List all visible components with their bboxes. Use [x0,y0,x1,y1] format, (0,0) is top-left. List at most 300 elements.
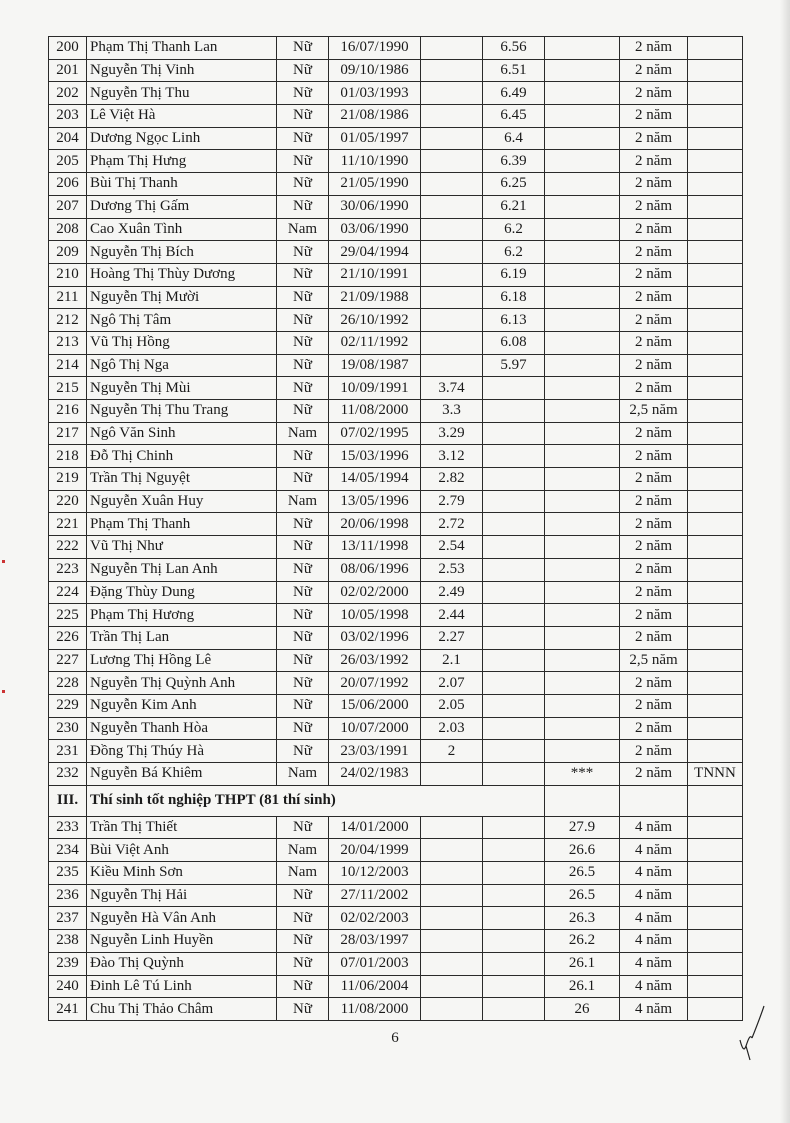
training-duration-cell: 2 năm [620,241,688,264]
note-cell [688,173,743,196]
candidate-sex-cell: Nữ [277,975,329,998]
training-duration-cell: 2 năm [620,763,688,786]
row-number-cell: 223 [49,558,87,581]
note-cell [688,354,743,377]
table-row [49,740,743,763]
note-cell [688,37,743,60]
score-a-cell: 2.79 [421,490,483,513]
candidate-sex-cell: Nữ [277,173,329,196]
birth-date-cell: 03/06/1990 [329,218,421,241]
score-a-cell [421,218,483,241]
score-b-cell [483,445,545,468]
table-row [49,445,743,468]
candidate-sex-cell: Nữ [277,952,329,975]
note-cell [688,975,743,998]
training-duration-cell: 2 năm [620,490,688,513]
candidate-sex-cell: Nữ [277,998,329,1021]
table-row [49,604,743,627]
birth-date-cell: 09/10/1986 [329,59,421,82]
score-a-cell [421,150,483,173]
note-cell [688,816,743,839]
row-number-cell: 222 [49,536,87,559]
score-b-cell [483,839,545,862]
candidate-sex-cell: Nữ [277,884,329,907]
score-a-cell [421,839,483,862]
score-a-cell [421,286,483,309]
note-cell [688,694,743,717]
score-a-cell: 2.72 [421,513,483,536]
candidate-name-cell: Dương Ngọc Linh [87,127,277,150]
score-c-cell [545,354,620,377]
birth-date-cell: 21/08/1986 [329,105,421,128]
row-number-cell: 224 [49,581,87,604]
score-a-cell: 2.44 [421,604,483,627]
birth-date-cell: 07/02/1995 [329,422,421,445]
score-a-cell [421,952,483,975]
candidate-sex-cell: Nữ [277,263,329,286]
row-number-cell: 228 [49,672,87,695]
row-number-cell: 233 [49,816,87,839]
candidate-name-cell: Nguyễn Kim Anh [87,694,277,717]
training-duration-cell: 2 năm [620,105,688,128]
score-b-cell [483,377,545,400]
table-row [49,558,743,581]
birth-date-cell: 20/06/1998 [329,513,421,536]
row-number-cell: 213 [49,331,87,354]
score-c-cell [545,195,620,218]
birth-date-cell: 11/06/2004 [329,975,421,998]
section-header [49,785,743,816]
birth-date-cell: 01/03/1993 [329,82,421,105]
row-number-cell: 211 [49,286,87,309]
score-a-cell [421,59,483,82]
table-row [49,649,743,672]
note-cell [688,377,743,400]
row-number-cell: 215 [49,377,87,400]
birth-date-cell: 10/09/1991 [329,377,421,400]
note-cell [688,649,743,672]
row-number-cell: 235 [49,862,87,885]
candidate-name-cell: Phạm Thị Hương [87,604,277,627]
candidate-sex-cell: Nữ [277,672,329,695]
birth-date-cell: 11/08/2000 [329,998,421,1021]
note-cell [688,513,743,536]
table-row [49,218,743,241]
score-a-cell: 2.27 [421,626,483,649]
score-b-cell [483,649,545,672]
candidate-sex-cell: Nữ [277,445,329,468]
training-duration-cell: 2 năm [620,82,688,105]
score-c-cell [545,173,620,196]
score-c-cell [545,604,620,627]
score-b-cell: 6.2 [483,218,545,241]
score-c-cell: 26.1 [545,975,620,998]
note-cell [688,286,743,309]
note-cell [688,839,743,862]
note-cell [688,82,743,105]
table-row [49,952,743,975]
birth-date-cell: 11/08/2000 [329,400,421,423]
candidate-name-cell: Nguyễn Thị Hải [87,884,277,907]
candidate-name-cell: Dương Thị Gấm [87,195,277,218]
training-duration-cell: 2 năm [620,536,688,559]
score-a-cell [421,998,483,1021]
candidate-sex-cell: Nữ [277,354,329,377]
note-cell [688,195,743,218]
birth-date-cell: 26/10/1992 [329,309,421,332]
table-row [49,400,743,423]
score-c-cell [545,82,620,105]
candidate-sex-cell: Nữ [277,581,329,604]
score-c-cell [545,649,620,672]
score-c-cell [545,740,620,763]
table-cell [620,785,688,816]
training-duration-cell: 4 năm [620,884,688,907]
candidate-name-cell: Đào Thị Quỳnh [87,952,277,975]
birth-date-cell: 14/01/2000 [329,816,421,839]
score-a-cell [421,37,483,60]
candidate-sex-cell: Nữ [277,536,329,559]
score-b-cell: 6.39 [483,150,545,173]
score-a-cell [421,127,483,150]
training-duration-cell: 2 năm [620,354,688,377]
birth-date-cell: 03/02/1996 [329,626,421,649]
note-cell [688,331,743,354]
note-cell [688,952,743,975]
table-row [49,975,743,998]
note-cell [688,105,743,128]
score-b-cell: 6.51 [483,59,545,82]
score-c-cell [545,331,620,354]
score-c-cell [545,127,620,150]
table-row [49,717,743,740]
table-row [49,82,743,105]
candidate-sex-cell: Nữ [277,105,329,128]
candidate-name-cell: Trần Thị Lan [87,626,277,649]
candidate-sex-cell: Nữ [277,331,329,354]
score-c-cell: 26.2 [545,930,620,953]
training-duration-cell: 2 năm [620,127,688,150]
table-row [49,331,743,354]
training-duration-cell: 2 năm [620,581,688,604]
candidate-name-cell: Phạm Thị Thanh Lan [87,37,277,60]
candidate-name-cell: Kiều Minh Sơn [87,862,277,885]
candidate-sex-cell: Nữ [277,930,329,953]
table-row [49,626,743,649]
score-a-cell [421,241,483,264]
candidate-name-cell: Trần Thị Nguyệt [87,468,277,491]
score-c-cell [545,377,620,400]
score-c-cell [545,626,620,649]
candidate-sex-cell: Nữ [277,740,329,763]
score-a-cell: 2.54 [421,536,483,559]
training-duration-cell: 2,5 năm [620,649,688,672]
score-a-cell: 2.53 [421,558,483,581]
birth-date-cell: 19/08/1987 [329,354,421,377]
row-number-cell: 203 [49,105,87,128]
table-cell [688,785,743,816]
row-number-cell: 240 [49,975,87,998]
score-b-cell [483,694,545,717]
training-duration-cell: 4 năm [620,952,688,975]
training-duration-cell: 2 năm [620,331,688,354]
score-c-cell [545,263,620,286]
score-c-cell [545,400,620,423]
training-duration-cell: 4 năm [620,816,688,839]
birth-date-cell: 21/05/1990 [329,173,421,196]
table-row [49,105,743,128]
table-row [49,354,743,377]
score-b-cell [483,558,545,581]
note-cell [688,400,743,423]
row-number-cell: 216 [49,400,87,423]
training-duration-cell: 2 năm [620,263,688,286]
training-duration-cell: 4 năm [620,907,688,930]
score-a-cell [421,331,483,354]
score-a-cell [421,82,483,105]
training-duration-cell: 2 năm [620,37,688,60]
score-c-cell [545,672,620,695]
candidate-name-cell: Nguyễn Linh Huyền [87,930,277,953]
candidate-sex-cell: Nam [277,763,329,786]
note-cell [688,998,743,1021]
birth-date-cell: 20/04/1999 [329,839,421,862]
birth-date-cell: 07/01/2003 [329,952,421,975]
candidate-sex-cell: Nữ [277,816,329,839]
note-cell [688,907,743,930]
score-c-cell [545,536,620,559]
score-b-cell: 6.25 [483,173,545,196]
candidate-sex-cell: Nam [277,490,329,513]
candidate-name-cell: Phạm Thị Hưng [87,150,277,173]
birth-date-cell: 10/12/2003 [329,862,421,885]
candidate-sex-cell: Nữ [277,377,329,400]
row-number-cell: 210 [49,263,87,286]
birth-date-cell: 14/05/1994 [329,468,421,491]
score-c-cell [545,286,620,309]
candidate-name-cell: Cao Xuân Tình [87,218,277,241]
candidate-name-cell: Trần Thị Thiết [87,816,277,839]
note-cell [688,717,743,740]
row-number-cell: 204 [49,127,87,150]
candidate-sex-cell: Nữ [277,150,329,173]
table-row [49,581,743,604]
row-number-cell: 236 [49,884,87,907]
score-a-cell: 3.12 [421,445,483,468]
table-row [49,694,743,717]
score-c-cell [545,37,620,60]
candidate-name-cell: Đặng Thùy Dung [87,581,277,604]
score-a-cell: 3.3 [421,400,483,423]
table-row [49,195,743,218]
note-cell [688,150,743,173]
table-row [49,490,743,513]
note-cell [688,604,743,627]
note-cell [688,127,743,150]
row-number-cell: 230 [49,717,87,740]
training-duration-cell: 4 năm [620,862,688,885]
row-number-cell: 202 [49,82,87,105]
row-number-cell: 225 [49,604,87,627]
score-a-cell: 2.05 [421,694,483,717]
candidate-table [48,36,743,1021]
row-number-cell: 208 [49,218,87,241]
score-b-cell [483,626,545,649]
candidate-name-cell: Lê Việt Hà [87,105,277,128]
score-b-cell [483,672,545,695]
score-a-cell: 2.1 [421,649,483,672]
score-b-cell [483,536,545,559]
table-row [49,536,743,559]
candidate-sex-cell: Nữ [277,907,329,930]
candidate-name-cell: Nguyễn Xuân Huy [87,490,277,513]
score-a-cell [421,884,483,907]
candidate-name-cell: Hoàng Thị Thùy Dương [87,263,277,286]
score-b-cell [483,490,545,513]
candidate-name-cell: Nguyễn Thị Bích [87,241,277,264]
table-row [49,907,743,930]
row-number-cell: 239 [49,952,87,975]
table-row [49,816,743,839]
score-a-cell: 2.82 [421,468,483,491]
birth-date-cell: 02/11/1992 [329,331,421,354]
table-row [49,309,743,332]
score-c-cell [545,468,620,491]
score-a-cell [421,173,483,196]
table-row [49,468,743,491]
score-b-cell [483,581,545,604]
candidate-sex-cell: Nam [277,862,329,885]
table-row [49,763,743,786]
row-number-cell: 229 [49,694,87,717]
table-row [49,377,743,400]
score-b-cell [483,998,545,1021]
score-b-cell [483,930,545,953]
table-row [49,241,743,264]
table-row [49,150,743,173]
birth-date-cell: 15/03/1996 [329,445,421,468]
score-a-cell: 2 [421,740,483,763]
note-cell [688,309,743,332]
section-roman: III. [49,785,87,816]
score-b-cell: 6.21 [483,195,545,218]
score-c-cell: 26.5 [545,862,620,885]
score-c-cell: 26.3 [545,907,620,930]
candidate-name-cell: Phạm Thị Thanh [87,513,277,536]
row-number-cell: 214 [49,354,87,377]
margin-speck [2,560,5,563]
row-number-cell: 219 [49,468,87,491]
candidate-sex-cell: Nữ [277,195,329,218]
score-a-cell [421,930,483,953]
birth-date-cell: 26/03/1992 [329,649,421,672]
candidate-sex-cell: Nữ [277,513,329,536]
score-a-cell: 3.74 [421,377,483,400]
row-number-cell: 217 [49,422,87,445]
score-c-cell [545,558,620,581]
table-row [49,59,743,82]
table-row [49,173,743,196]
score-c-cell [545,422,620,445]
training-duration-cell: 2 năm [620,309,688,332]
table-cell [545,785,620,816]
note-cell [688,862,743,885]
birth-date-cell: 15/06/2000 [329,694,421,717]
row-number-cell: 232 [49,763,87,786]
candidate-sex-cell: Nữ [277,37,329,60]
birth-date-cell: 08/06/1996 [329,558,421,581]
score-b-cell [483,763,545,786]
score-c-cell [545,59,620,82]
birth-date-cell: 10/05/1998 [329,604,421,627]
table-row [49,263,743,286]
note-cell [688,740,743,763]
score-a-cell: 3.29 [421,422,483,445]
candidate-name-cell: Nguyễn Thanh Hòa [87,717,277,740]
section-title: Thí sinh tốt nghiệp THPT (81 thí sinh) [87,785,545,816]
training-duration-cell: 2 năm [620,513,688,536]
note-cell [688,422,743,445]
table-body-bottom [49,816,743,1020]
note-cell [688,626,743,649]
score-b-cell [483,862,545,885]
candidate-name-cell: Vũ Thị Hồng [87,331,277,354]
candidate-sex-cell: Nữ [277,558,329,581]
row-number-cell: 237 [49,907,87,930]
score-c-cell: 26 [545,998,620,1021]
candidate-name-cell: Chu Thị Thảo Châm [87,998,277,1021]
score-b-cell: 6.56 [483,37,545,60]
score-a-cell: 2.03 [421,717,483,740]
table-row [49,422,743,445]
score-c-cell: 27.9 [545,816,620,839]
candidate-sex-cell: Nữ [277,82,329,105]
table-row [49,862,743,885]
row-number-cell: 207 [49,195,87,218]
training-duration-cell: 2 năm [620,626,688,649]
training-duration-cell: 2 năm [620,558,688,581]
table-row [49,884,743,907]
table-row [49,513,743,536]
candidate-name-cell: Nguyễn Thị Mười [87,286,277,309]
note-cell [688,581,743,604]
birth-date-cell: 27/11/2002 [329,884,421,907]
note-cell [688,536,743,559]
candidate-name-cell: Nguyễn Thị Quỳnh Anh [87,672,277,695]
candidate-sex-cell: Nữ [277,717,329,740]
margin-speck [2,690,5,693]
candidate-sex-cell: Nam [277,218,329,241]
table-row [49,286,743,309]
score-a-cell: 2.49 [421,581,483,604]
score-b-cell [483,884,545,907]
score-b-cell [483,740,545,763]
score-c-cell [545,513,620,536]
training-duration-cell: 2 năm [620,195,688,218]
score-a-cell: 2.07 [421,672,483,695]
row-number-cell: 241 [49,998,87,1021]
row-number-cell: 238 [49,930,87,953]
score-b-cell: 5.97 [483,354,545,377]
row-number-cell: 205 [49,150,87,173]
training-duration-cell: 2,5 năm [620,400,688,423]
training-duration-cell: 2 năm [620,694,688,717]
training-duration-cell: 2 năm [620,377,688,400]
training-duration-cell: 4 năm [620,975,688,998]
score-c-cell: 26.6 [545,839,620,862]
training-duration-cell: 4 năm [620,998,688,1021]
score-b-cell [483,717,545,740]
